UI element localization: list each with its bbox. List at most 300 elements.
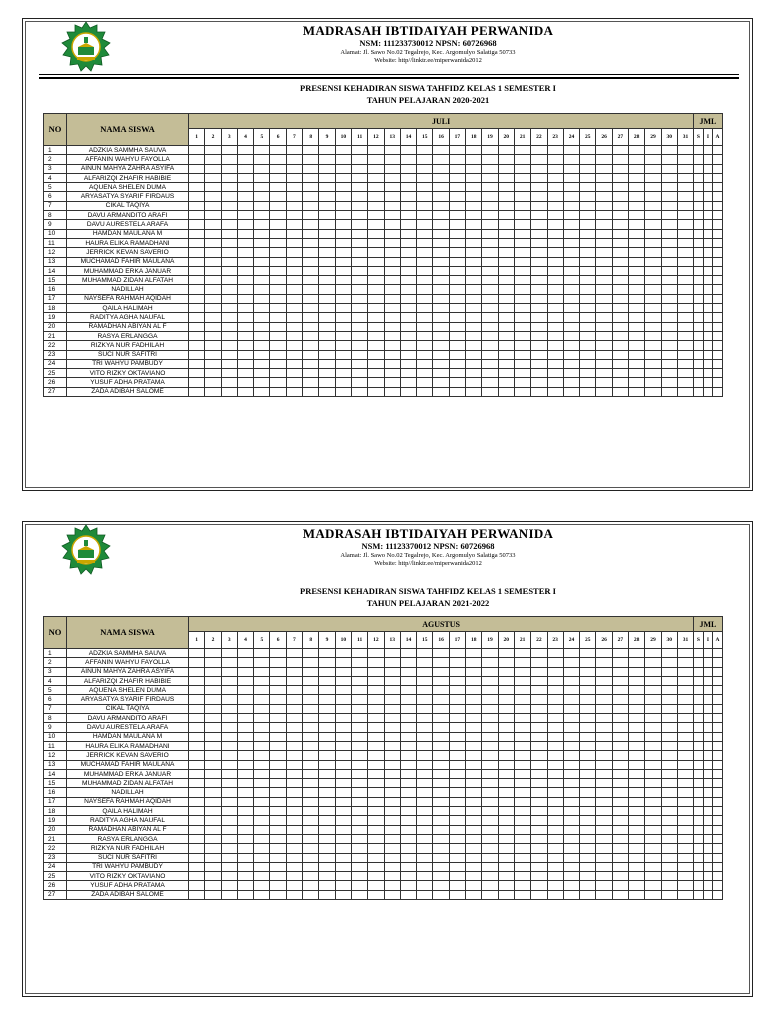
attendance-cell[interactable] <box>713 825 723 834</box>
attendance-cell[interactable] <box>400 667 416 676</box>
attendance-cell[interactable] <box>351 285 367 294</box>
attendance-cell[interactable] <box>205 387 221 396</box>
attendance-cell[interactable] <box>270 723 286 732</box>
attendance-cell[interactable] <box>661 331 677 340</box>
attendance-cell[interactable] <box>612 201 628 210</box>
attendance-cell[interactable] <box>514 266 530 275</box>
attendance-cell[interactable] <box>580 751 596 760</box>
attendance-cell[interactable] <box>254 294 270 303</box>
attendance-cell[interactable] <box>645 853 661 862</box>
attendance-cell[interactable] <box>254 732 270 741</box>
attendance-cell[interactable] <box>205 266 221 275</box>
attendance-cell[interactable] <box>303 192 319 201</box>
attendance-cell[interactable] <box>205 285 221 294</box>
attendance-cell[interactable] <box>531 732 547 741</box>
attendance-cell[interactable] <box>596 769 612 778</box>
attendance-cell[interactable] <box>531 294 547 303</box>
attendance-cell[interactable] <box>498 649 514 658</box>
attendance-cell[interactable] <box>563 350 579 359</box>
attendance-cell[interactable] <box>514 807 530 816</box>
attendance-cell[interactable] <box>694 304 704 313</box>
attendance-cell[interactable] <box>433 285 449 294</box>
attendance-cell[interactable] <box>645 359 661 368</box>
attendance-cell[interactable] <box>580 825 596 834</box>
attendance-cell[interactable] <box>270 890 286 899</box>
attendance-cell[interactable] <box>221 890 237 899</box>
attendance-cell[interactable] <box>335 723 351 732</box>
attendance-cell[interactable] <box>694 238 704 247</box>
attendance-cell[interactable] <box>270 285 286 294</box>
attendance-cell[interactable] <box>189 723 205 732</box>
attendance-cell[interactable] <box>629 649 645 658</box>
attendance-cell[interactable] <box>645 257 661 266</box>
attendance-cell[interactable] <box>629 844 645 853</box>
attendance-cell[interactable] <box>384 714 400 723</box>
attendance-cell[interactable] <box>286 164 302 173</box>
attendance-cell[interactable] <box>368 183 384 192</box>
attendance-cell[interactable] <box>580 686 596 695</box>
attendance-cell[interactable] <box>433 816 449 825</box>
attendance-cell[interactable] <box>563 341 579 350</box>
attendance-cell[interactable] <box>417 387 433 396</box>
attendance-cell[interactable] <box>237 853 253 862</box>
attendance-cell[interactable] <box>417 211 433 220</box>
attendance-cell[interactable] <box>514 211 530 220</box>
attendance-cell[interactable] <box>466 807 482 816</box>
attendance-cell[interactable] <box>563 257 579 266</box>
attendance-cell[interactable] <box>677 387 693 396</box>
attendance-cell[interactable] <box>645 686 661 695</box>
attendance-cell[interactable] <box>580 676 596 685</box>
attendance-cell[interactable] <box>368 816 384 825</box>
attendance-cell[interactable] <box>645 769 661 778</box>
attendance-cell[interactable] <box>417 676 433 685</box>
attendance-cell[interactable] <box>514 164 530 173</box>
attendance-cell[interactable] <box>694 155 704 164</box>
attendance-cell[interactable] <box>694 649 704 658</box>
attendance-cell[interactable] <box>221 816 237 825</box>
attendance-cell[interactable] <box>205 816 221 825</box>
attendance-cell[interactable] <box>384 341 400 350</box>
attendance-cell[interactable] <box>661 285 677 294</box>
attendance-cell[interactable] <box>661 238 677 247</box>
attendance-cell[interactable] <box>351 825 367 834</box>
attendance-cell[interactable] <box>580 769 596 778</box>
attendance-cell[interactable] <box>286 350 302 359</box>
attendance-cell[interactable] <box>498 211 514 220</box>
attendance-cell[interactable] <box>531 350 547 359</box>
attendance-cell[interactable] <box>713 285 723 294</box>
attendance-cell[interactable] <box>531 686 547 695</box>
attendance-cell[interactable] <box>351 369 367 378</box>
attendance-cell[interactable] <box>661 155 677 164</box>
attendance-cell[interactable] <box>286 378 302 387</box>
attendance-cell[interactable] <box>531 834 547 843</box>
attendance-cell[interactable] <box>221 834 237 843</box>
attendance-cell[interactable] <box>661 695 677 704</box>
attendance-cell[interactable] <box>547 890 563 899</box>
attendance-cell[interactable] <box>661 779 677 788</box>
attendance-cell[interactable] <box>547 322 563 331</box>
attendance-cell[interactable] <box>694 872 704 881</box>
attendance-cell[interactable] <box>547 732 563 741</box>
attendance-cell[interactable] <box>449 238 465 247</box>
attendance-cell[interactable] <box>482 658 498 667</box>
attendance-cell[interactable] <box>596 331 612 340</box>
attendance-cell[interactable] <box>563 667 579 676</box>
attendance-cell[interactable] <box>531 704 547 713</box>
attendance-cell[interactable] <box>351 732 367 741</box>
attendance-cell[interactable] <box>547 155 563 164</box>
attendance-cell[interactable] <box>563 649 579 658</box>
attendance-cell[interactable] <box>254 769 270 778</box>
attendance-cell[interactable] <box>629 890 645 899</box>
attendance-cell[interactable] <box>368 788 384 797</box>
attendance-cell[interactable] <box>286 714 302 723</box>
attendance-cell[interactable] <box>580 220 596 229</box>
attendance-cell[interactable] <box>661 658 677 667</box>
attendance-cell[interactable] <box>482 229 498 238</box>
attendance-cell[interactable] <box>580 853 596 862</box>
attendance-cell[interactable] <box>703 676 713 685</box>
attendance-cell[interactable] <box>677 844 693 853</box>
attendance-cell[interactable] <box>563 816 579 825</box>
attendance-cell[interactable] <box>189 741 205 750</box>
attendance-cell[interactable] <box>563 732 579 741</box>
attendance-cell[interactable] <box>400 387 416 396</box>
attendance-cell[interactable] <box>286 816 302 825</box>
attendance-cell[interactable] <box>254 714 270 723</box>
attendance-cell[interactable] <box>335 238 351 247</box>
attendance-cell[interactable] <box>303 741 319 750</box>
attendance-cell[interactable] <box>547 183 563 192</box>
attendance-cell[interactable] <box>645 201 661 210</box>
attendance-cell[interactable] <box>580 797 596 806</box>
attendance-cell[interactable] <box>482 686 498 695</box>
attendance-cell[interactable] <box>417 276 433 285</box>
attendance-cell[interactable] <box>645 331 661 340</box>
attendance-cell[interactable] <box>694 658 704 667</box>
attendance-cell[interactable] <box>713 146 723 155</box>
attendance-cell[interactable] <box>351 331 367 340</box>
attendance-cell[interactable] <box>449 872 465 881</box>
attendance-cell[interactable] <box>531 649 547 658</box>
attendance-cell[interactable] <box>703 825 713 834</box>
attendance-cell[interactable] <box>189 192 205 201</box>
attendance-cell[interactable] <box>449 322 465 331</box>
attendance-cell[interactable] <box>335 229 351 238</box>
attendance-cell[interactable] <box>384 853 400 862</box>
attendance-cell[interactable] <box>563 760 579 769</box>
attendance-cell[interactable] <box>677 658 693 667</box>
attendance-cell[interactable] <box>351 266 367 275</box>
attendance-cell[interactable] <box>189 248 205 257</box>
attendance-cell[interactable] <box>449 844 465 853</box>
attendance-cell[interactable] <box>286 229 302 238</box>
attendance-cell[interactable] <box>449 807 465 816</box>
attendance-cell[interactable] <box>319 173 335 182</box>
attendance-cell[interactable] <box>612 816 628 825</box>
attendance-cell[interactable] <box>563 881 579 890</box>
attendance-cell[interactable] <box>254 341 270 350</box>
attendance-cell[interactable] <box>482 788 498 797</box>
attendance-cell[interactable] <box>335 862 351 871</box>
attendance-cell[interactable] <box>417 695 433 704</box>
attendance-cell[interactable] <box>417 192 433 201</box>
attendance-cell[interactable] <box>319 387 335 396</box>
attendance-cell[interactable] <box>237 201 253 210</box>
attendance-cell[interactable] <box>351 807 367 816</box>
attendance-cell[interactable] <box>482 369 498 378</box>
attendance-cell[interactable] <box>400 192 416 201</box>
attendance-cell[interactable] <box>482 164 498 173</box>
attendance-cell[interactable] <box>335 164 351 173</box>
attendance-cell[interactable] <box>677 760 693 769</box>
attendance-cell[interactable] <box>449 797 465 806</box>
attendance-cell[interactable] <box>221 704 237 713</box>
attendance-cell[interactable] <box>221 825 237 834</box>
attendance-cell[interactable] <box>661 294 677 303</box>
attendance-cell[interactable] <box>596 658 612 667</box>
attendance-cell[interactable] <box>596 257 612 266</box>
attendance-cell[interactable] <box>677 211 693 220</box>
attendance-cell[interactable] <box>335 658 351 667</box>
attendance-cell[interactable] <box>351 714 367 723</box>
attendance-cell[interactable] <box>629 238 645 247</box>
attendance-cell[interactable] <box>661 378 677 387</box>
attendance-cell[interactable] <box>368 723 384 732</box>
attendance-cell[interactable] <box>335 844 351 853</box>
attendance-cell[interactable] <box>254 387 270 396</box>
attendance-cell[interactable] <box>417 881 433 890</box>
attendance-cell[interactable] <box>661 676 677 685</box>
attendance-cell[interactable] <box>596 714 612 723</box>
attendance-cell[interactable] <box>514 378 530 387</box>
attendance-cell[interactable] <box>189 667 205 676</box>
attendance-cell[interactable] <box>629 387 645 396</box>
attendance-cell[interactable] <box>703 387 713 396</box>
attendance-cell[interactable] <box>482 714 498 723</box>
attendance-cell[interactable] <box>596 788 612 797</box>
attendance-cell[interactable] <box>335 220 351 229</box>
attendance-cell[interactable] <box>433 779 449 788</box>
attendance-cell[interactable] <box>531 220 547 229</box>
attendance-cell[interactable] <box>237 257 253 266</box>
attendance-cell[interactable] <box>661 313 677 322</box>
attendance-cell[interactable] <box>482 760 498 769</box>
attendance-cell[interactable] <box>384 350 400 359</box>
attendance-cell[interactable] <box>694 331 704 340</box>
attendance-cell[interactable] <box>221 304 237 313</box>
attendance-cell[interactable] <box>433 257 449 266</box>
attendance-cell[interactable] <box>254 313 270 322</box>
attendance-cell[interactable] <box>303 667 319 676</box>
attendance-cell[interactable] <box>645 732 661 741</box>
attendance-cell[interactable] <box>498 676 514 685</box>
attendance-cell[interactable] <box>400 890 416 899</box>
attendance-cell[interactable] <box>677 751 693 760</box>
attendance-cell[interactable] <box>270 322 286 331</box>
attendance-cell[interactable] <box>417 146 433 155</box>
attendance-cell[interactable] <box>563 164 579 173</box>
attendance-cell[interactable] <box>482 266 498 275</box>
attendance-cell[interactable] <box>270 844 286 853</box>
attendance-cell[interactable] <box>661 834 677 843</box>
attendance-cell[interactable] <box>400 248 416 257</box>
attendance-cell[interactable] <box>596 649 612 658</box>
attendance-cell[interactable] <box>319 369 335 378</box>
attendance-cell[interactable] <box>498 667 514 676</box>
attendance-cell[interactable] <box>466 192 482 201</box>
attendance-cell[interactable] <box>237 881 253 890</box>
attendance-cell[interactable] <box>514 369 530 378</box>
attendance-cell[interactable] <box>384 238 400 247</box>
attendance-cell[interactable] <box>270 695 286 704</box>
attendance-cell[interactable] <box>286 257 302 266</box>
attendance-cell[interactable] <box>629 825 645 834</box>
attendance-cell[interactable] <box>368 285 384 294</box>
attendance-cell[interactable] <box>482 834 498 843</box>
attendance-cell[interactable] <box>417 834 433 843</box>
attendance-cell[interactable] <box>677 238 693 247</box>
attendance-cell[interactable] <box>433 872 449 881</box>
attendance-cell[interactable] <box>713 201 723 210</box>
attendance-cell[interactable] <box>612 807 628 816</box>
attendance-cell[interactable] <box>531 667 547 676</box>
attendance-cell[interactable] <box>547 285 563 294</box>
attendance-cell[interactable] <box>629 183 645 192</box>
attendance-cell[interactable] <box>498 732 514 741</box>
attendance-cell[interactable] <box>319 714 335 723</box>
attendance-cell[interactable] <box>466 788 482 797</box>
attendance-cell[interactable] <box>498 155 514 164</box>
attendance-cell[interactable] <box>645 788 661 797</box>
attendance-cell[interactable] <box>303 322 319 331</box>
attendance-cell[interactable] <box>563 872 579 881</box>
attendance-cell[interactable] <box>221 649 237 658</box>
attendance-cell[interactable] <box>498 220 514 229</box>
attendance-cell[interactable] <box>482 322 498 331</box>
attendance-cell[interactable] <box>368 331 384 340</box>
attendance-cell[interactable] <box>580 238 596 247</box>
attendance-cell[interactable] <box>384 220 400 229</box>
attendance-cell[interactable] <box>433 322 449 331</box>
attendance-cell[interactable] <box>303 266 319 275</box>
attendance-cell[interactable] <box>531 714 547 723</box>
attendance-cell[interactable] <box>189 658 205 667</box>
attendance-cell[interactable] <box>384 192 400 201</box>
attendance-cell[interactable] <box>417 266 433 275</box>
attendance-cell[interactable] <box>205 723 221 732</box>
attendance-cell[interactable] <box>254 844 270 853</box>
attendance-cell[interactable] <box>205 732 221 741</box>
attendance-cell[interactable] <box>205 201 221 210</box>
attendance-cell[interactable] <box>677 741 693 750</box>
attendance-cell[interactable] <box>482 304 498 313</box>
attendance-cell[interactable] <box>531 807 547 816</box>
attendance-cell[interactable] <box>531 164 547 173</box>
attendance-cell[interactable] <box>368 769 384 778</box>
attendance-cell[interactable] <box>596 350 612 359</box>
attendance-cell[interactable] <box>703 667 713 676</box>
attendance-cell[interactable] <box>400 369 416 378</box>
attendance-cell[interactable] <box>286 881 302 890</box>
attendance-cell[interactable] <box>254 834 270 843</box>
attendance-cell[interactable] <box>694 844 704 853</box>
attendance-cell[interactable] <box>703 649 713 658</box>
attendance-cell[interactable] <box>335 779 351 788</box>
attendance-cell[interactable] <box>498 769 514 778</box>
attendance-cell[interactable] <box>466 183 482 192</box>
attendance-cell[interactable] <box>547 304 563 313</box>
attendance-cell[interactable] <box>482 816 498 825</box>
attendance-cell[interactable] <box>433 192 449 201</box>
attendance-cell[interactable] <box>612 266 628 275</box>
attendance-cell[interactable] <box>482 825 498 834</box>
attendance-cell[interactable] <box>270 173 286 182</box>
attendance-cell[interactable] <box>351 862 367 871</box>
attendance-cell[interactable] <box>351 788 367 797</box>
attendance-cell[interactable] <box>563 238 579 247</box>
attendance-cell[interactable] <box>189 751 205 760</box>
attendance-cell[interactable] <box>237 890 253 899</box>
attendance-cell[interactable] <box>449 686 465 695</box>
attendance-cell[interactable] <box>547 276 563 285</box>
attendance-cell[interactable] <box>482 341 498 350</box>
attendance-cell[interactable] <box>531 304 547 313</box>
attendance-cell[interactable] <box>498 695 514 704</box>
attendance-cell[interactable] <box>286 387 302 396</box>
attendance-cell[interactable] <box>449 881 465 890</box>
attendance-cell[interactable] <box>612 304 628 313</box>
attendance-cell[interactable] <box>596 686 612 695</box>
attendance-cell[interactable] <box>303 201 319 210</box>
attendance-cell[interactable] <box>580 704 596 713</box>
attendance-cell[interactable] <box>694 201 704 210</box>
attendance-cell[interactable] <box>677 769 693 778</box>
attendance-cell[interactable] <box>319 658 335 667</box>
attendance-cell[interactable] <box>703 751 713 760</box>
attendance-cell[interactable] <box>303 378 319 387</box>
attendance-cell[interactable] <box>645 667 661 676</box>
attendance-cell[interactable] <box>384 257 400 266</box>
attendance-cell[interactable] <box>286 155 302 164</box>
attendance-cell[interactable] <box>645 890 661 899</box>
attendance-cell[interactable] <box>319 294 335 303</box>
attendance-cell[interactable] <box>482 350 498 359</box>
attendance-cell[interactable] <box>449 760 465 769</box>
attendance-cell[interactable] <box>237 760 253 769</box>
attendance-cell[interactable] <box>384 387 400 396</box>
attendance-cell[interactable] <box>563 769 579 778</box>
attendance-cell[interactable] <box>270 732 286 741</box>
attendance-cell[interactable] <box>237 378 253 387</box>
attendance-cell[interactable] <box>645 173 661 182</box>
attendance-cell[interactable] <box>303 238 319 247</box>
attendance-cell[interactable] <box>661 751 677 760</box>
attendance-cell[interactable] <box>629 797 645 806</box>
attendance-cell[interactable] <box>563 714 579 723</box>
attendance-cell[interactable] <box>368 779 384 788</box>
attendance-cell[interactable] <box>384 276 400 285</box>
attendance-cell[interactable] <box>417 779 433 788</box>
attendance-cell[interactable] <box>237 313 253 322</box>
attendance-cell[interactable] <box>645 350 661 359</box>
attendance-cell[interactable] <box>433 695 449 704</box>
attendance-cell[interactable] <box>417 313 433 322</box>
attendance-cell[interactable] <box>351 723 367 732</box>
attendance-cell[interactable] <box>703 881 713 890</box>
